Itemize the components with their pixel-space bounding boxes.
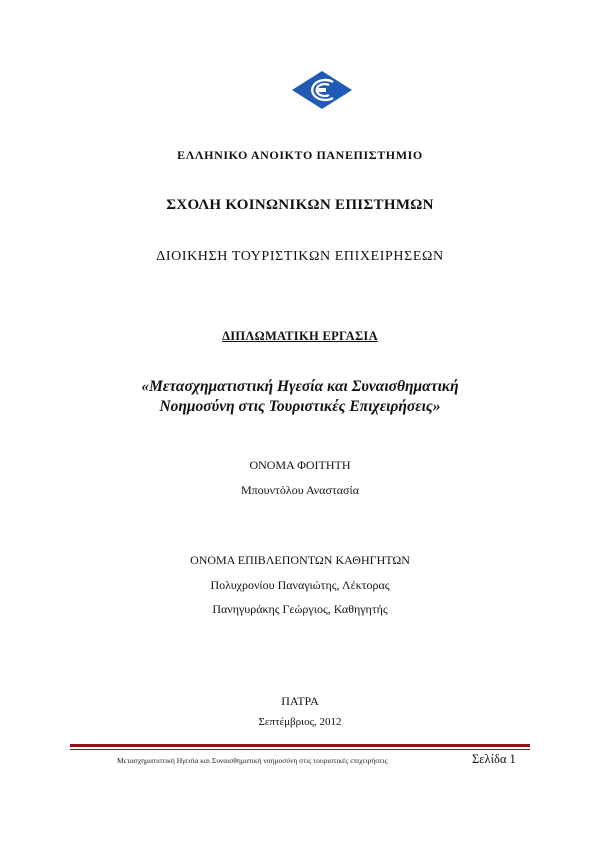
footer-rule-thin [70, 749, 530, 750]
supervisor-name: Πολυχρονίου Παναγιώτης, Λέκτορας [210, 578, 390, 592]
footer-running-title: Μετασχηματιστική Ηγεσία και Συναισθηματική νοημοσύνη στις τουριστικές επιχειρήσεις [117, 756, 388, 765]
thesis-title-line-2: Νοημοσύνη στις Τουριστικές Επιχειρήσεις» [159, 398, 441, 415]
student-name: Μπουντόλου Αναστασία [240, 483, 360, 497]
thesis-type: ΔΙΠΛΩΜΑΤΙΚΗ ΕΡΓΑΣΙΑ [222, 329, 378, 343]
department-name: ΔΙΟΙΚΗΣΗ ΤΟΥΡΙΣΤΙΚΩΝ ΕΠΙΧΕΙΡΗΣΕΩΝ [156, 249, 444, 264]
city: ΠΑΤΡΑ [281, 694, 319, 708]
supervisors-label: ΟΝΟΜΑ ΕΠΙΒΛΕΠΟΝΤΩΝ ΚΑΘΗΓΗΤΩΝ [190, 553, 410, 567]
thesis-title [0, 377, 600, 417]
school-name: ΣΧΟΛΗ ΚΟΙΝΩΝΙΚΩΝ ΕΠΙΣΤΗΜΩΝ [166, 197, 434, 213]
footer-rule [70, 744, 530, 747]
university-logo-icon [291, 70, 353, 110]
supervisor-name: Πανηγυράκης Γεώργιος, Καθηγητής [212, 602, 388, 616]
date: Σεπτέμβριος, 2012 [258, 716, 342, 728]
thesis-title-line-1: «Μετασχηματιστική Ηγεσία και Συναισθηματική [141, 378, 459, 395]
student-label: ΟΝΟΜΑ ΦΟΙΤΗΤΗ [249, 458, 351, 472]
university-name: ΕΛΛΗΝΙΚΟ ΑΝΟΙΚΤΟ ΠΑΝΕΠΙΣΤΗΜΙΟ [177, 148, 423, 162]
page-number: Σελίδα 1 [472, 752, 516, 766]
